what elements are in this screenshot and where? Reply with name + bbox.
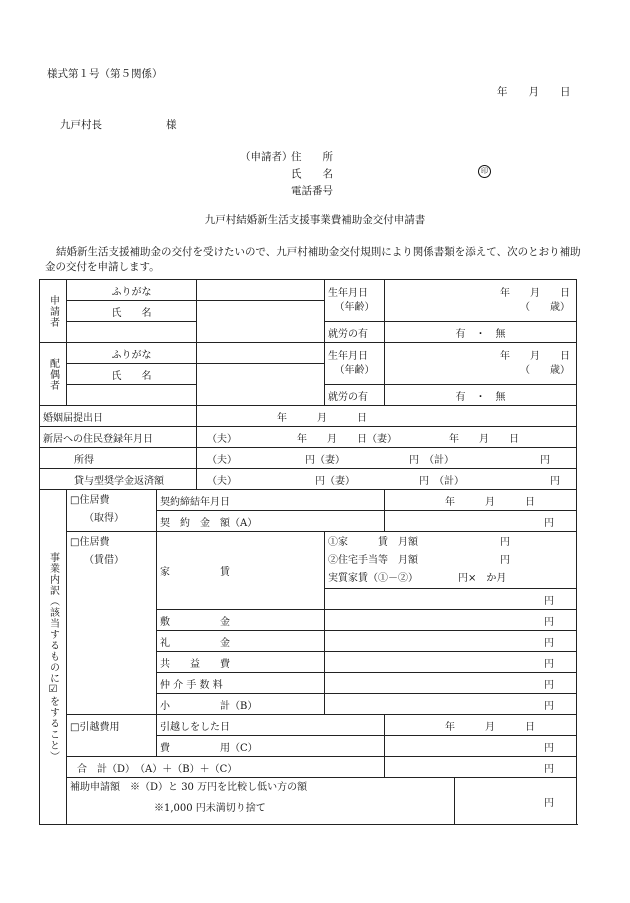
total-field[interactable]: 円 (385, 757, 577, 778)
spouse-birth-label: 生年月日 （年齢） (325, 343, 385, 385)
registration-date-label: 新居への住民登録年月日 (40, 427, 197, 448)
contract-amount-label: 契 約 金 額（A） (157, 511, 385, 532)
applicant-birth-label: 生年月日 （年齢） (325, 280, 385, 322)
housing-acquisition-checkbox[interactable]: □住居費 （取得） (67, 490, 157, 532)
spouse-furigana-field[interactable] (197, 343, 325, 364)
applicant-employed-label: 就労の有 (325, 322, 385, 343)
applicant-furigana-label: ふりがな (67, 280, 197, 301)
spouse-furigana-label: ふりがな (67, 343, 197, 364)
contract-date-field[interactable]: 年 月 日 (385, 490, 577, 511)
application-amount-field[interactable]: 円 (455, 778, 577, 825)
key-money-field[interactable]: 円 (325, 631, 577, 652)
contract-amount-field[interactable]: 円 (385, 511, 577, 532)
subtotal-field[interactable]: 円 (325, 694, 577, 715)
marriage-date-label: 婚姻届提出日 (40, 406, 197, 427)
deposit-field[interactable]: 円 (325, 610, 577, 631)
spouse-employed-field[interactable]: 有 ・ 無 (385, 385, 577, 406)
application-amount-label: 補助申請額 ※（D）と 30 万円を比較し低い方の額 ※1,000 円未満切り捨て (67, 778, 455, 825)
common-fee-label: 共 益 費 (157, 652, 325, 673)
registration-date-field[interactable]: （夫） 年 月 日（妻） 年 月 日 (197, 427, 577, 448)
name-label: 氏 名 (291, 168, 333, 180)
income-label: 所得 (40, 448, 197, 469)
breakdown-section-label: 事業内訳（該当するものに☑をすること） (40, 490, 67, 825)
recipient-suffix: 様 (166, 119, 177, 131)
applicant-label: （申請者） (240, 151, 293, 163)
application-table (39, 279, 577, 825)
moving-date-field[interactable]: 年 月 日 (385, 715, 577, 736)
applicant-block (240, 149, 333, 200)
rent-detail-field[interactable]: ①家 賃 月額 円 ②住宅手当等 月額 円 実質家賃（①－②） 円× か月 (325, 532, 577, 589)
moving-cost-label: 費 用（C） (157, 736, 385, 757)
submission-date: 年 月 日 (497, 86, 571, 98)
marriage-date-field[interactable]: 年 月 日 (197, 406, 577, 427)
phone-label: 電話番号 (291, 185, 333, 197)
recipient (60, 117, 177, 132)
document-title: 九戸村結婚新生活支援事業費補助金交付申請書 (204, 214, 426, 226)
applicant-section-label: 申請者 (40, 280, 67, 343)
spouse-section-label: 配偶者 (40, 343, 67, 406)
brokerage-field[interactable]: 円 (325, 673, 577, 694)
key-money-label: 礼 金 (157, 631, 325, 652)
applicant-name-label: 氏 名 (67, 301, 197, 322)
moving-cost-field[interactable]: 円 (385, 736, 577, 757)
applicant-birth-field[interactable]: 年 月 日 （ 歳） (385, 280, 577, 322)
income-field[interactable]: （夫） 円（妻） 円 （計） 円 (197, 448, 577, 469)
total-label: 合 計（D） （A）＋（B）＋（C） (67, 757, 385, 778)
housing-rent-checkbox[interactable]: □住居費 （賃借） (67, 532, 157, 715)
recipient-name: 九戸村長 (60, 119, 102, 131)
spouse-name-field[interactable] (197, 364, 325, 406)
rent-label: 家 賃 (157, 532, 325, 610)
applicant-furigana-field[interactable] (197, 280, 325, 301)
form-id: 様式第１号（第５関係） (47, 68, 163, 80)
spouse-name-label: 氏 名 (67, 364, 197, 385)
address-label: 住 所 (291, 151, 333, 163)
subtotal-label: 小 計（B） (157, 694, 325, 715)
deposit-label: 敷 金 (157, 610, 325, 631)
brokerage-label: 仲 介 手 数 料 (157, 673, 325, 694)
rent-total-field[interactable]: 円 (325, 589, 577, 610)
common-fee-field[interactable]: 円 (325, 652, 577, 673)
moving-checkbox[interactable]: □引越費用 (67, 715, 157, 757)
intro-text: 結婚新生活支援補助金の交付を受けたいので、九戸村補助金交付規則により関係書類を添えて、次のとおり補助金の交付を申請します。 (45, 246, 581, 273)
applicant-name-field[interactable] (197, 301, 325, 343)
loan-repayment-field[interactable]: （夫） 円（妻） 円 （計） 円 (197, 469, 577, 490)
spouse-birth-field[interactable]: 年 月 日 （ 歳） (385, 343, 577, 385)
loan-repayment-label: 貸与型奨学金返済額 (40, 469, 197, 490)
seal-mark: 印 (478, 165, 491, 178)
moving-date-label: 引越しをした日 (157, 715, 385, 736)
contract-date-label: 契約締結年月日 (157, 490, 385, 511)
spouse-employed-label: 就労の有 (325, 385, 385, 406)
applicant-employed-field[interactable]: 有 ・ 無 (385, 322, 577, 343)
